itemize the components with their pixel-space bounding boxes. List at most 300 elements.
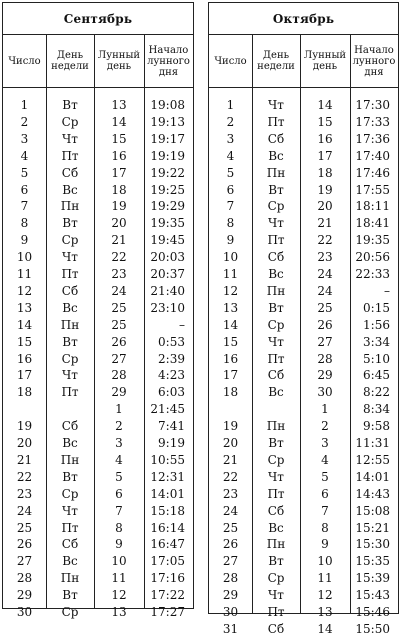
cell-lunar-day-start: 9:19 xyxy=(158,436,185,450)
cell-day-number: 22 xyxy=(16,469,33,484)
table-row xyxy=(209,384,398,400)
cell-lunar-day-start: 17:30 xyxy=(355,98,390,112)
cell-lunar-day-start: 17:22 xyxy=(150,588,185,603)
table-row xyxy=(209,334,398,350)
table-row xyxy=(209,249,398,265)
table-row xyxy=(3,520,193,536)
cell-lunar-day-start: 19:13 xyxy=(150,114,185,129)
cell-weekday xyxy=(46,401,94,417)
table-row xyxy=(3,114,193,130)
cell-day-number: 15 xyxy=(16,334,33,349)
cell-day-number: 3 xyxy=(20,131,29,146)
cell-lunar-day-start: 21:45 xyxy=(150,402,185,417)
cell-lunar-day-start: 3:34 xyxy=(363,334,390,349)
cell-lunar-day: 6 xyxy=(321,486,329,501)
cell-day-number: 26 xyxy=(222,537,239,552)
table-row xyxy=(3,148,193,164)
cell-day-number: 18 xyxy=(222,385,239,400)
cell-weekday: Пт xyxy=(267,605,285,619)
table-row xyxy=(209,604,398,620)
cell-day-number: 10 xyxy=(222,250,239,265)
cell-day-number: 12 xyxy=(222,283,239,298)
cell-day-number: 21 xyxy=(16,452,33,467)
header-weekday: День недели xyxy=(257,50,295,72)
cell-day-number: 26 xyxy=(16,537,33,552)
table-row xyxy=(209,283,398,299)
cell-lunar-day: 29 xyxy=(111,385,127,400)
cell-weekday: Чт xyxy=(62,131,78,146)
cell-lunar-day: 13 xyxy=(111,98,127,112)
cell-day-number: 23 xyxy=(16,486,33,501)
cell-lunar-day-start: 17:36 xyxy=(355,131,390,146)
table-row xyxy=(209,114,398,130)
cell-lunar-day-start: 18:41 xyxy=(355,216,390,231)
table-row xyxy=(209,215,398,231)
cell-weekday: Пт xyxy=(61,385,79,400)
cell-day-number: 5 xyxy=(20,165,29,180)
cell-lunar-day-start: – xyxy=(179,317,185,332)
cell-weekday: Чт xyxy=(268,98,284,112)
cell-lunar-day: 19 xyxy=(317,182,333,197)
cell-lunar-day: 14 xyxy=(111,114,127,129)
cell-lunar-day-start: 7:41 xyxy=(158,419,185,434)
table-row xyxy=(3,165,193,181)
cell-day-number: 7 xyxy=(226,199,235,214)
cell-lunar-day-start: 19:29 xyxy=(150,199,185,214)
cell-weekday: Вт xyxy=(268,554,284,569)
cell-day-number: 16 xyxy=(222,351,239,366)
table-row xyxy=(3,587,193,603)
cell-lunar-day-start: 6:45 xyxy=(363,368,390,383)
cell-day-number: 17 xyxy=(16,368,33,383)
cell-lunar-day: 19 xyxy=(111,199,127,214)
cell-lunar-day-start: 4:23 xyxy=(158,368,185,383)
cell-day-number: 8 xyxy=(226,216,235,231)
cell-lunar-day: 14 xyxy=(317,98,333,112)
cell-lunar-day: 5 xyxy=(321,469,329,484)
cell-day-number: 14 xyxy=(16,317,33,332)
cell-day-number: 21 xyxy=(222,452,239,467)
cell-weekday: Пт xyxy=(267,486,285,501)
cell-lunar-day-start: 14:01 xyxy=(150,486,185,501)
cell-lunar-day: 12 xyxy=(111,588,127,603)
cell-lunar-day: 12 xyxy=(317,588,333,603)
cell-weekday: Чт xyxy=(62,503,78,518)
cell-lunar-day: 2 xyxy=(115,419,123,434)
cell-lunar-day-start: 5:10 xyxy=(363,351,390,366)
cell-lunar-day: 30 xyxy=(317,385,333,400)
cell-lunar-day-start: 17:55 xyxy=(355,182,390,197)
cell-day-number: 5 xyxy=(226,165,235,180)
table-row xyxy=(209,536,398,552)
table-row xyxy=(3,604,193,620)
table-row xyxy=(3,283,193,299)
cell-weekday: Пт xyxy=(61,520,79,535)
table-body xyxy=(209,87,398,636)
cell-weekday: Пн xyxy=(266,537,286,552)
cell-lunar-day-start: 21:40 xyxy=(150,283,185,298)
cell-day-number: 25 xyxy=(16,520,33,535)
september-table xyxy=(2,2,194,619)
cell-lunar-day-start: 14:43 xyxy=(355,486,390,501)
cell-lunar-day: 4 xyxy=(115,452,123,467)
table-row xyxy=(3,334,193,350)
cell-day-number: 30 xyxy=(222,605,239,619)
cell-weekday: Пн xyxy=(60,452,80,467)
cell-lunar-day: 18 xyxy=(111,182,127,197)
cell-weekday: Сб xyxy=(61,165,79,180)
cell-lunar-day-start: 8:34 xyxy=(363,402,390,417)
table-title: Сентябрь xyxy=(3,3,193,35)
cell-weekday: Вс xyxy=(62,182,78,197)
cell-day-number: 20 xyxy=(16,436,33,450)
cell-lunar-day: 25 xyxy=(111,300,127,315)
cell-day-number: 31 xyxy=(222,621,239,636)
cell-lunar-day: 4 xyxy=(321,452,329,467)
cell-lunar-day-start: 19:35 xyxy=(150,216,185,231)
cell-lunar-day-start: 1:56 xyxy=(363,317,390,332)
cell-lunar-day: 24 xyxy=(317,283,333,298)
cell-lunar-day: 11 xyxy=(317,571,333,586)
cell-weekday: Сб xyxy=(267,250,285,265)
cell-lunar-day: 22 xyxy=(111,250,127,265)
cell-weekday: Чт xyxy=(268,588,284,603)
table-row xyxy=(3,351,193,367)
cell-lunar-day-start: 19:25 xyxy=(150,182,185,197)
cell-weekday: Пн xyxy=(266,165,286,180)
cell-lunar-day: 18 xyxy=(317,165,333,180)
cell-weekday: Пн xyxy=(266,419,286,434)
cell-day-number: 24 xyxy=(16,503,33,518)
cell-weekday: Ср xyxy=(61,486,79,501)
cell-lunar-day-start: 15:50 xyxy=(355,621,390,636)
table-row xyxy=(3,553,193,569)
table-row xyxy=(209,621,398,637)
cell-lunar-day: 13 xyxy=(317,605,333,619)
table-row xyxy=(209,486,398,502)
cell-day-number: 30 xyxy=(16,605,33,619)
cell-lunar-day: 27 xyxy=(111,351,127,366)
cell-lunar-day-start: 2:39 xyxy=(158,351,185,366)
cell-day-number xyxy=(3,401,46,417)
cell-lunar-day: 16 xyxy=(317,131,333,146)
table-body xyxy=(3,87,193,619)
cell-lunar-day: 8 xyxy=(115,520,123,535)
cell-weekday: Пн xyxy=(60,199,80,214)
cell-lunar-day: 25 xyxy=(111,317,127,332)
cell-lunar-day: 20 xyxy=(317,199,333,214)
cell-lunar-day-start: 15:46 xyxy=(355,605,390,619)
table-row xyxy=(3,317,193,333)
cell-lunar-day: 15 xyxy=(317,114,333,129)
cell-day-number: 1 xyxy=(20,98,29,112)
header-lunar-day: Лунный день xyxy=(97,50,141,72)
table-row xyxy=(3,486,193,502)
cell-lunar-day-start: 17:46 xyxy=(355,165,390,180)
cell-weekday: Вс xyxy=(62,300,78,315)
cell-lunar-day: 3 xyxy=(115,436,123,450)
cell-day-number: 2 xyxy=(226,114,235,129)
cell-lunar-day-start: 15:30 xyxy=(355,537,390,552)
cell-lunar-day-start: 22:33 xyxy=(355,267,390,281)
cell-day-number: 6 xyxy=(20,182,29,197)
cell-weekday: Вс xyxy=(268,267,284,281)
cell-lunar-day: 20 xyxy=(111,216,127,231)
cell-weekday: Чт xyxy=(268,334,284,349)
cell-lunar-day-start: 19:08 xyxy=(150,98,185,112)
cell-day-number: 1 xyxy=(226,98,235,112)
cell-day-number: 29 xyxy=(222,588,239,603)
cell-lunar-day: 6 xyxy=(115,486,123,501)
table-row xyxy=(3,182,193,198)
cell-lunar-day-start: 19:22 xyxy=(150,165,185,180)
cell-day-number: 13 xyxy=(16,300,33,315)
table-row xyxy=(3,401,193,417)
cell-lunar-day-start: 20:03 xyxy=(150,250,185,265)
cell-lunar-day-start: 16:14 xyxy=(150,520,185,535)
table-row xyxy=(209,351,398,367)
cell-weekday: Вс xyxy=(268,520,284,535)
header-lunar-day-start: Начало лунного дня xyxy=(352,44,396,78)
table-row xyxy=(209,97,398,113)
table-row xyxy=(209,232,398,248)
cell-lunar-day: 16 xyxy=(111,148,127,163)
header-day-number: Число xyxy=(214,55,247,67)
cell-lunar-day: 1 xyxy=(115,402,123,417)
table-row xyxy=(3,452,193,468)
cell-weekday: Вт xyxy=(62,469,78,484)
cell-lunar-day: 7 xyxy=(115,503,123,518)
cell-weekday: Сб xyxy=(267,503,285,518)
cell-lunar-day-start: 17:27 xyxy=(150,605,185,619)
table-row xyxy=(3,570,193,586)
cell-lunar-day-start: 10:55 xyxy=(150,452,185,467)
cell-weekday xyxy=(252,401,300,417)
cell-weekday: Пн xyxy=(60,317,80,332)
cell-lunar-day: 24 xyxy=(317,267,333,281)
table-row xyxy=(209,367,398,383)
table-row xyxy=(3,249,193,265)
cell-lunar-day-start: 15:18 xyxy=(150,503,185,518)
cell-lunar-day-start: 12:31 xyxy=(150,469,185,484)
cell-day-number xyxy=(209,401,252,417)
october-table xyxy=(208,2,399,636)
cell-weekday: Ср xyxy=(61,233,79,248)
cell-lunar-day: 28 xyxy=(111,368,127,383)
table-row xyxy=(3,435,193,451)
cell-weekday: Ср xyxy=(61,605,79,619)
cell-weekday: Пт xyxy=(267,351,285,366)
cell-lunar-day-start: 19:45 xyxy=(150,233,185,248)
cell-weekday: Сб xyxy=(61,283,79,298)
cell-weekday: Пт xyxy=(61,148,79,163)
header-lunar-day: Лунный день xyxy=(303,50,347,72)
header-weekday: День недели xyxy=(51,50,89,72)
table-row xyxy=(209,182,398,198)
cell-day-number: 9 xyxy=(20,233,29,248)
cell-weekday: Вт xyxy=(268,436,284,450)
cell-lunar-day-start: 12:55 xyxy=(355,452,390,467)
cell-lunar-day-start: 19:19 xyxy=(150,148,185,163)
cell-day-number: 17 xyxy=(222,368,239,383)
table-row xyxy=(3,536,193,552)
table-row xyxy=(209,435,398,451)
cell-day-number: 18 xyxy=(16,385,33,400)
table-row xyxy=(209,148,398,164)
cell-day-number: 27 xyxy=(16,554,33,569)
cell-weekday: Ср xyxy=(267,571,285,586)
cell-weekday: Ср xyxy=(267,317,285,332)
cell-lunar-day-start: 15:35 xyxy=(355,554,390,569)
cell-weekday: Ср xyxy=(267,199,285,214)
cell-weekday: Чт xyxy=(62,368,78,383)
table-row xyxy=(209,570,398,586)
cell-lunar-day: 9 xyxy=(321,537,329,552)
cell-lunar-day: 21 xyxy=(317,216,333,231)
cell-day-number: 16 xyxy=(16,351,33,366)
cell-day-number: 28 xyxy=(222,571,239,586)
cell-day-number: 8 xyxy=(20,216,29,231)
cell-lunar-day: 23 xyxy=(317,250,333,265)
table-row xyxy=(3,300,193,316)
cell-lunar-day: 26 xyxy=(111,334,127,349)
cell-lunar-day-start: 19:35 xyxy=(355,233,390,248)
table-row xyxy=(3,97,193,113)
table-row xyxy=(209,520,398,536)
cell-lunar-day: 11 xyxy=(111,571,127,586)
cell-lunar-day: 17 xyxy=(111,165,127,180)
cell-weekday: Сб xyxy=(61,419,79,434)
table-row xyxy=(3,503,193,519)
cell-day-number: 4 xyxy=(20,148,29,163)
cell-day-number: 4 xyxy=(226,148,235,163)
cell-lunar-day: 21 xyxy=(111,233,127,248)
cell-weekday: Сб xyxy=(267,131,285,146)
cell-weekday: Ср xyxy=(61,114,79,129)
cell-lunar-day-start: 15:39 xyxy=(355,571,390,586)
cell-weekday: Вс xyxy=(268,148,284,163)
cell-lunar-day-start: 19:17 xyxy=(150,131,185,146)
cell-lunar-day-start: 6:03 xyxy=(158,385,185,400)
table-row xyxy=(3,367,193,383)
table-row xyxy=(209,131,398,147)
cell-lunar-day-start: 15:21 xyxy=(355,520,390,535)
cell-day-number: 22 xyxy=(222,469,239,484)
table-row xyxy=(3,131,193,147)
cell-lunar-day: 29 xyxy=(317,368,333,383)
table-row xyxy=(209,266,398,282)
cell-weekday: Вс xyxy=(268,385,284,400)
cell-day-number: 14 xyxy=(222,317,239,332)
cell-lunar-day-start: 15:08 xyxy=(355,503,390,518)
cell-day-number: 13 xyxy=(222,300,239,315)
cell-lunar-day-start: 23:10 xyxy=(150,300,185,315)
table-row xyxy=(209,300,398,316)
cell-lunar-day: 14 xyxy=(317,621,333,636)
cell-lunar-day-start: 11:31 xyxy=(355,436,390,450)
cell-weekday: Чт xyxy=(268,469,284,484)
cell-lunar-day-start: 17:05 xyxy=(150,554,185,569)
cell-day-number: 25 xyxy=(222,520,239,535)
table-header xyxy=(3,35,193,88)
table-row xyxy=(209,401,398,417)
cell-day-number: 28 xyxy=(16,571,33,586)
table-row xyxy=(209,469,398,485)
table-row xyxy=(209,553,398,569)
cell-lunar-day-start: – xyxy=(384,283,390,298)
cell-day-number: 3 xyxy=(226,131,235,146)
cell-day-number: 6 xyxy=(226,182,235,197)
cell-lunar-day-start: 20:37 xyxy=(150,267,185,281)
cell-weekday: Вс xyxy=(62,554,78,569)
table-row xyxy=(3,266,193,282)
cell-lunar-day: 24 xyxy=(111,283,127,298)
header-lunar-day-start: Начало лунного дня xyxy=(147,44,190,78)
table-header xyxy=(209,35,398,88)
cell-lunar-day: 3 xyxy=(321,436,329,450)
cell-lunar-day-start: 8:22 xyxy=(363,385,390,400)
table-row xyxy=(209,317,398,333)
cell-day-number: 29 xyxy=(16,588,33,603)
cell-day-number: 11 xyxy=(222,267,239,281)
table-row xyxy=(3,469,193,485)
cell-lunar-day: 10 xyxy=(317,554,333,569)
cell-day-number: 2 xyxy=(20,114,29,129)
cell-lunar-day-start: 17:16 xyxy=(150,571,185,586)
cell-lunar-day-start: 0:15 xyxy=(363,300,390,315)
table-row xyxy=(209,587,398,603)
cell-day-number: 15 xyxy=(222,334,239,349)
cell-lunar-day: 2 xyxy=(321,419,329,434)
cell-weekday: Вт xyxy=(62,216,78,231)
cell-lunar-day: 26 xyxy=(317,317,333,332)
cell-day-number: 23 xyxy=(222,486,239,501)
table-row xyxy=(3,418,193,434)
cell-weekday: Вс xyxy=(62,436,78,450)
table-row xyxy=(209,452,398,468)
cell-weekday: Вт xyxy=(268,300,284,315)
cell-weekday: Сб xyxy=(61,537,79,552)
cell-lunar-day: 10 xyxy=(111,554,127,569)
cell-lunar-day: 27 xyxy=(317,334,333,349)
cell-day-number: 9 xyxy=(226,233,235,248)
cell-weekday: Пт xyxy=(267,114,285,129)
cell-lunar-day-start: 20:56 xyxy=(355,250,390,265)
cell-day-number: 12 xyxy=(16,283,33,298)
table-row xyxy=(3,215,193,231)
cell-lunar-day: 13 xyxy=(111,605,127,619)
cell-day-number: 19 xyxy=(222,419,239,434)
table-row xyxy=(3,384,193,400)
cell-lunar-day: 28 xyxy=(317,351,333,366)
cell-lunar-day-start: 17:40 xyxy=(355,148,390,163)
cell-lunar-day: 22 xyxy=(317,233,333,248)
cell-weekday: Сб xyxy=(267,368,285,383)
cell-lunar-day: 23 xyxy=(111,267,127,281)
table-row xyxy=(209,418,398,434)
cell-lunar-day: 7 xyxy=(321,503,329,518)
cell-day-number: 7 xyxy=(20,199,29,214)
cell-lunar-day-start: 17:33 xyxy=(355,114,390,129)
cell-weekday: Пн xyxy=(266,283,286,298)
cell-day-number: 24 xyxy=(222,503,239,518)
cell-weekday: Вт xyxy=(268,182,284,197)
cell-weekday: Сб xyxy=(267,621,285,636)
cell-lunar-day-start: 16:47 xyxy=(150,537,185,552)
cell-lunar-day: 5 xyxy=(115,469,123,484)
cell-lunar-day-start: 14:01 xyxy=(355,469,390,484)
cell-weekday: Ср xyxy=(61,351,79,366)
